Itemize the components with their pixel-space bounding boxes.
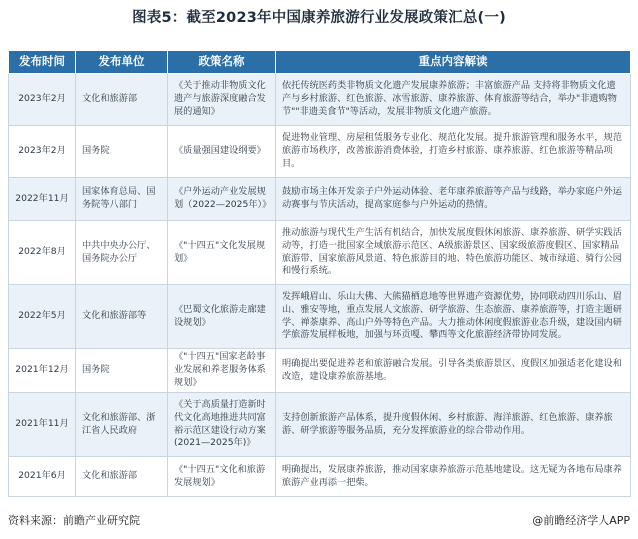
cell-date: 2022年5月 xyxy=(9,285,76,349)
cell-issuer: 文化和旅游部 xyxy=(76,457,168,497)
cell-date: 2022年8月 xyxy=(9,221,76,285)
source-note: 资料来源：前瞻产业研究院 xyxy=(8,514,140,527)
cell-date: 2023年2月 xyxy=(9,126,76,178)
cell-content: 发挥峨眉山、乐山大佛、大熊猫栖息地等世界遗产资源优势，协同联动四川乐山、眉山、雅安等地，重点发展人文旅游、研学旅游、生态旅游、康养旅游等，打造主题研学、禅茶康养、高山户外等特色产品。大力推动休闲度假旅游业态升级，建设国内研学旅游发展样板地，加强与环贡嘎、攀西等文化旅游经济带协同发展。 xyxy=(276,285,631,349)
table-row xyxy=(9,178,631,221)
cell-content: 明确提出要促进养老和旅游融合发展。引导各类旅游景区、度假区加强适老化建设和改造，建设康养旅游基地。 xyxy=(276,349,631,393)
cell-policy: 《关于高质量打造新时代文化高地推进共同富裕示范区建设行动方案(2021—2025年)》 xyxy=(168,393,276,457)
cell-issuer: 国务院 xyxy=(76,126,168,178)
cell-issuer: 文化和旅游部等 xyxy=(76,285,168,349)
cell-issuer: 中共中央办公厅、国务院办公厅 xyxy=(76,221,168,285)
cell-policy: 《户外运动产业发展规划（2022—2025年）》 xyxy=(168,178,276,221)
brand-label: @前瞻经济学人APP xyxy=(532,514,630,527)
table-row xyxy=(9,393,631,457)
cell-policy: 《"十四五"文化发展规划》 xyxy=(168,221,276,285)
cell-date: 2021年6月 xyxy=(9,457,76,497)
cell-content: 鼓励市场主体开发亲子户外运动体验、老年康养旅游等产品与线路，举办家庭户外运动赛事与节庆活动，提高家庭参与户外运动的热情。 xyxy=(276,178,631,221)
cell-issuer: 国家体育总局、国务院等八部门 xyxy=(76,178,168,221)
column-header-content: 重点内容解读 xyxy=(276,51,631,74)
cell-policy: 《质量强国建设纲要》 xyxy=(168,126,276,178)
table-row xyxy=(9,126,631,178)
column-header-date: 发布时间 xyxy=(9,51,76,74)
cell-policy: 《关于推动非物质文化遗产与旅游深度融合发展的通知》 xyxy=(168,74,276,126)
cell-date: 2021年11月 xyxy=(9,393,76,457)
cell-policy: 《"十四五"文化和旅游发展规划》 xyxy=(168,457,276,497)
policy-table xyxy=(8,50,631,497)
column-header-policy: 政策名称 xyxy=(168,51,276,74)
page-title: 图表5：截至2023年中国康养旅游行业发展政策汇总(一) xyxy=(132,10,506,26)
table-header-row xyxy=(9,51,631,74)
cell-policy: 《"十四五"国家老龄事业发展和养老服务体系规划》 xyxy=(168,349,276,393)
cell-date: 2022年11月 xyxy=(9,178,76,221)
table-row xyxy=(9,221,631,285)
table-row xyxy=(9,285,631,349)
table-row xyxy=(9,457,631,497)
column-header-issuer: 发布单位 xyxy=(76,51,168,74)
cell-content: 支持创新旅游产品体系，提升度假休闲、乡村旅游、海洋旅游、红色旅游、康养旅游、研学旅游等服务品质，充分发挥旅游业的综合带动作用。 xyxy=(276,393,631,457)
cell-policy: 《巴蜀文化旅游走廊建设规划》 xyxy=(168,285,276,349)
cell-content: 推动旅游与现代生产生活有机结合，加快发展度假休闲旅游、康养旅游、研学实践活动等，打造一批国家全域旅游示范区、A级旅游景区、国家级旅游度假区、国家精品旅游带、国家旅游风景道、特色旅游目的地、特色旅游功能区、城市绿道、骑行公园和慢行系统。 xyxy=(276,221,631,285)
cell-issuer: 文化和旅游部、浙江省人民政府 xyxy=(76,393,168,457)
cell-content: 促进物业管理、房屋租赁服务专业化、规范化发展。提升旅游管理和服务水平，规范旅游市场秩序，改善旅游消费体验，打造乡村旅游、康养旅游、红色旅游等精品项目。 xyxy=(276,126,631,178)
table-row xyxy=(9,349,631,393)
cell-issuer: 国务院 xyxy=(76,349,168,393)
cell-date: 2021年12月 xyxy=(9,349,76,393)
table-row xyxy=(9,74,631,126)
cell-issuer: 文化和旅游部 xyxy=(76,74,168,126)
cell-content: 明确提出，发展康养旅游，推动国家康养旅游示范基地建设。这无疑为各地布局康养旅游产业再添一把柴。 xyxy=(276,457,631,497)
cell-date: 2023年2月 xyxy=(9,74,76,126)
cell-content: 依托传统医药类非物质文化遗产发展康养旅游；丰富旅游产品 支持将非物质文化遗产与乡村旅游、红色旅游、冰雪旅游、康养旅游、体育旅游等结合，举办"非遗购物节""非遗美食节"等活动，发展非物质文化遗产旅游。 xyxy=(276,74,631,126)
